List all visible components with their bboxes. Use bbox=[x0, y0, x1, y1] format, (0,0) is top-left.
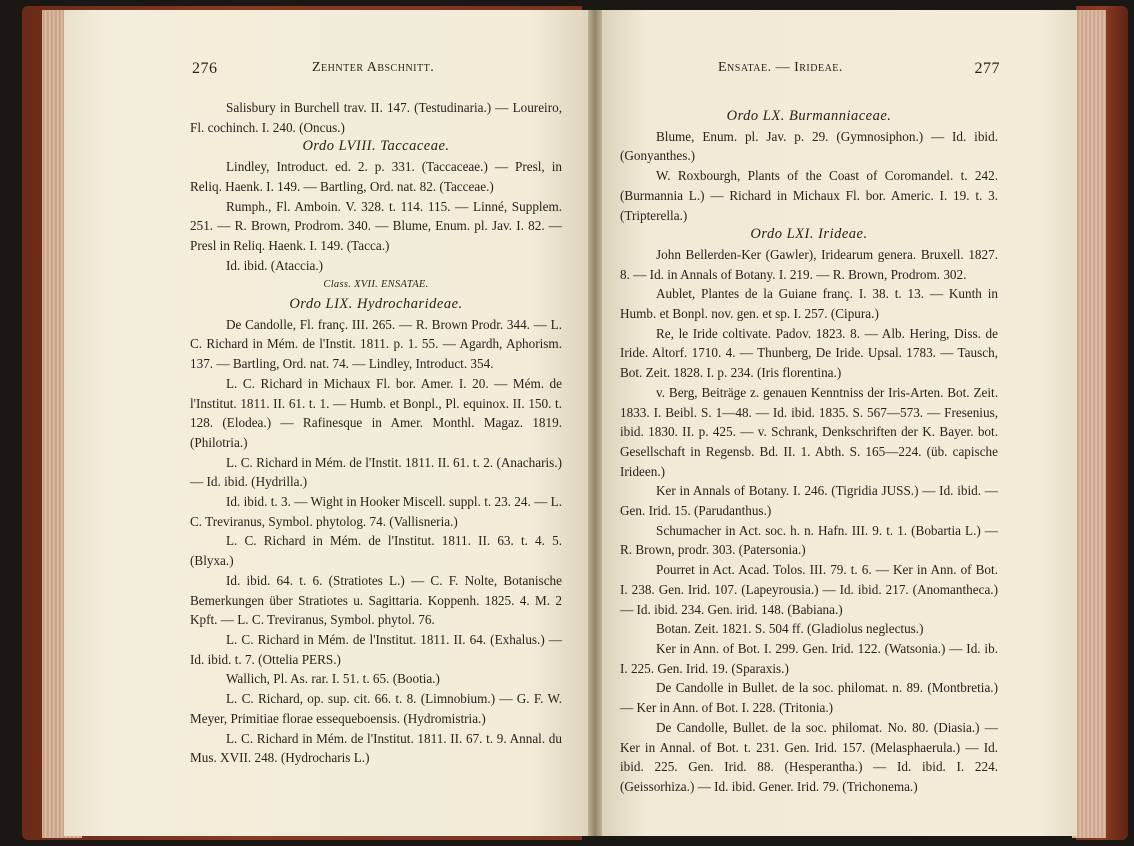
reference-paragraph: L. C. Richard in Michaux Fl. bor. Amer. I. 20. — Mém. de l'Institut. 1811. II. 61. t. 1. — Humb. et Bonpl., Pl. equinox. II. 150. t. 128. (Elodea.) — Rafinesque in Amer. Monthl. Magaz. 1819. (Philotria.) bbox=[190, 375, 562, 450]
reference-paragraph: Wallich, Pl. As. rar. I. 51. t. 65. (Bootia.) bbox=[226, 671, 440, 687]
class-heading: Class. XVII. ENSATAE. bbox=[323, 279, 429, 291]
left-text-column bbox=[190, 98, 562, 768]
reference-paragraph: Rumph., Fl. Amboin. V. 328. t. 114. 115. — Linné, Supplem. 251. — R. Brown, Prodrom. 340. — Blume, Enum. pl. Jav. I. 82. — Presl in Reliq. Haenk. I. 149. (Tacca.) bbox=[190, 198, 562, 253]
left-page-header bbox=[192, 60, 562, 78]
reference-paragraph: L. C. Richard, op. sup. cit. 66. t. 8. (Limnobium.) — G. F. W. Meyer, Primitiae florae essequeboensis. (Hydromistria.) bbox=[190, 691, 562, 726]
reference-paragraph: L. C. Richard in Mém. de l'Instit. 1811. II. 61. t. 2. (Anacharis.) — Id. ibid. (Hydrilla.) bbox=[190, 454, 562, 490]
reference-paragraph: L. C. Richard in Mém. de l'Institut. 1811. II. 67. t. 9. Annal. du Mus. XVII. 248. (Hydrocharis L.) bbox=[190, 730, 562, 766]
right-running-head: Ensatae. — Irideae. bbox=[718, 60, 843, 75]
reference-paragraph: Lindley, Introduct. ed. 2. p. 331. (Taccaceae.) — Presl, in Reliq. Haenk. I. 149. — Bartling, Ord. nat. 82. (Tacceae.) bbox=[190, 159, 562, 194]
reference-paragraph: Salisbury in Burchell trav. II. 147. (Testudinaria.) — Loureiro, Fl. cochinch. I. 240. (Oncus.) bbox=[190, 100, 562, 135]
right-page-edges bbox=[1072, 10, 1106, 838]
reference-paragraph: Id. ibid. 64. t. 6. (Stratiotes L.) — C. F. Nolte, Botanische Bemerkungen über Stratiotes u. Sagittaria. Koppenh. 1825. 4. M. 2 Kpft. — L. C. Treviranus, Symbol. phytol. 76. bbox=[190, 572, 562, 628]
reference-paragraph: L. C. Richard in Mém. de l'Institut. 1811. II. 64. (Exhalus.) — Id. ibid. t. 7. (Ottelia PERS.) bbox=[190, 631, 562, 667]
reference-paragraph: L. C. Richard in Mém. de l'Institut. 1811. II. 63. t. 4. 5. (Blyxa.) bbox=[190, 533, 562, 569]
reference-paragraph: Blume, Enum. pl. Jav. p. 29. (Gymnosiphon.) — Id. ibid. (Gonyanthes.) bbox=[620, 128, 998, 164]
right-page-header bbox=[718, 60, 1000, 76]
reference-paragraph: Schumacher in Act. soc. h. n. Hafn. III. 9. t. 1. (Bobartia L.) — R. Brown, prodr. 303. (Patersonia.) bbox=[620, 522, 998, 558]
left-page-number: 276 bbox=[192, 60, 218, 77]
reference-paragraph: Ker in Annals of Botany. I. 246. (Tigridia JUSS.) — Id. ibid. — Gen. Irid. 15. (Parudanthus.) bbox=[620, 483, 998, 519]
reference-paragraph: John Bellerden-Ker (Gawler), Iridearum genera. Bruxell. 1827. 8. — Id. in Annals of Botany. I. 219. — R. Brown, Prodrom. 302. bbox=[620, 246, 998, 282]
section-heading: Ordo LX. Burmanniaceae. bbox=[726, 108, 892, 124]
reference-paragraph: Ker in Ann. of Bot. I. 299. Gen. Irid. 122. (Watsonia.) — Id. ib. I. 225. Gen. Irid. 19. (Sparaxis.) bbox=[620, 640, 998, 676]
right-text-column bbox=[620, 107, 998, 797]
left-running-head: Zehnter Abschnitt. bbox=[312, 60, 435, 75]
reference-paragraph: Id. ibid. t. 3. — Wight in Hooker Miscell. suppl. t. 23. 24. — L. C. Treviranus, Symbol. phytolog. 74. (Vallisneria.) bbox=[190, 494, 562, 529]
reference-paragraph: Botan. Zeit. 1821. S. 504 ff. (Gladiolus neglectus.) bbox=[656, 621, 924, 637]
reference-paragraph: Pourret in Act. Acad. Tolos. III. 79. t. 6. — Ker in Ann. of Bot. I. 238. Gen. Irid. 107. (Lapeyrousia.) — Id. ibid. 217. (Anomantheca.) — Id. ibid. 234. Gen. irid. 148. (Babiana.) bbox=[620, 562, 998, 617]
reference-paragraph: De Candolle in Bullet. de la soc. philomat. n. 89. (Montbretia.) — Ker in Ann. of Bot. I. 228. (Tritonia.) bbox=[620, 680, 998, 716]
reference-paragraph: Id. ibid. (Ataccia.) bbox=[226, 257, 324, 273]
book-gutter bbox=[588, 10, 602, 836]
section-heading: Ordo LIX. Hydrocharideae. bbox=[289, 296, 463, 313]
reference-paragraph: Re, le Iride coltivate. Padov. 1823. 8. — Alb. Hering, Diss. de Iride. Altorf. 1710. 4. — Thunberg, De Iride. Upsal. 1783. — Tausch, Bot. Zeit. 1828. I. p. 234. (Iris florentina.) bbox=[620, 325, 998, 381]
section-heading: Ordo LXI. Irideae. bbox=[750, 226, 868, 243]
reference-paragraph: v. Berg, Beiträge z. genauen Kenntniss der Iris-Arten. Bot. Zeit. 1833. I. Beibl. S. 1—48. — Id. ibid. 1835. S. 567—573. — Fresenius, ibid. 1830. II. p. 425. — v. Schrank, Denkschriften der K. Bayer. bot. Gesellschaft in Regensb. Bd. II. 1. Abth. S. 165—224. (üb. capische Irideen.) bbox=[620, 384, 998, 479]
reference-paragraph: Aublet, Plantes de la Guiane franç. I. 38. t. 13. — Kunth in Humb. et Bonpl. nov. gen. et sp. I. 257. (Cipura.) bbox=[620, 286, 998, 322]
reference-paragraph: De Candolle, Fl. franç. III. 265. — R. Brown Prodr. 344. — L. C. Richard in Mém. de l'Instit. 1811. p. 1. 55. — Agardh, Aphorism. 137. — Bartling, Ord. nat. 74. — Lindley, Introduct. 354. bbox=[190, 316, 562, 372]
reference-paragraph: De Candolle, Bullet. de la soc. philomat. No. 80. (Diasia.) — Ker in Annal. of Bot. t. 231. Gen. Irid. 157. (Melasphaerula.) — Id. ibid. 225. Gen. Irid. 88. (Hesperantha.) — Id. ibid. I. 224. (Geissorhiza.) — Id. ibid. Gener. Irid. 79. (Trichonema.) bbox=[620, 719, 998, 794]
right-page-number: 277 bbox=[974, 60, 1000, 77]
reference-paragraph: W. Roxbourgh, Plants of the Coast of Coromandel. t. 242. (Burmannia L.) — Richard in Michaux Fl. bor. Americ. I. 19. t. 3. (Tripterella.) bbox=[620, 168, 998, 223]
section-heading: Ordo LVIII. Taccaceae. bbox=[302, 138, 450, 155]
